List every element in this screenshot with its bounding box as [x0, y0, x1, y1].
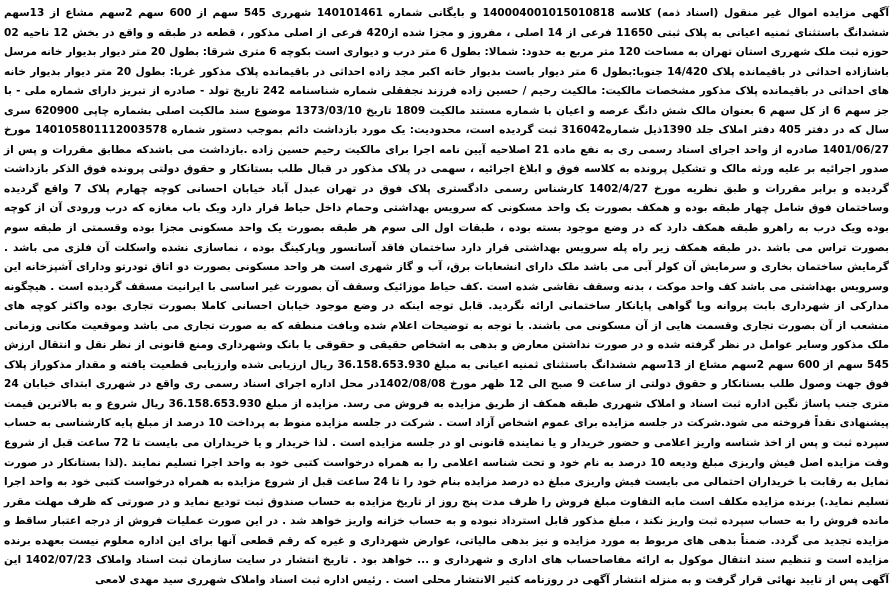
auction-notice-text: آگهی مزایده اموال غیر منقول (اسناد ذمه) کلاسه 140004001015010818 و بایگانی شماره 140101461 شهرری 545 سهم از 600 سهم 2سهم مشاع از 13سهم ششدانگ باستثنای ثمنیه اعیانی به پلاک ثبتی 11650 فرعی از 14 اصلی ، مفروز و مجزا شده از420 فرعی از اصلی مذکور ، قطعه در طبقه و واقع در بخش 12 ناحیه 02 حوزه ثبت ملک شهرری استان تهران به مساحت 120 متر مربع به حدود: شمالا: بطول 6 متر درب و دیواری است بکوچه 6 متری شرقا: بطول 20 متر دیوار بدیوار خانه مرسل باشازاده احداثی در باقیمانده پلاک 14/420 جنوبا:بطول 6 متر دیوار باست بدیوار خانه اکبر مجد زاده احداثی در باقیمانده پلاک مذکور غربا: بطول 20 متر دیوار بدیوار خانه های احداثی در باقیمانده پلاک مذکور مشخصات مالکیت: مالکیت رحیم / حسین زاده فرزند نجفقلی شماره شناسنامه 242 تاریخ تولد - صادره از تبریز دارای شماره ملی - با جز سهم 6 از کل سهم 6 بعنوان مالک شش دانگ عرصه و اعیان با شماره مستند مالکیت 1809 تاریخ 1373/03/10 موضوع سند مالکیت اصلی بشماره چاپی 620900 سری سال که در دفتر 405 دفتر املاک جلد 1390ذیل شماره316042 ثبت گردیده است، محدودیت: یک مورد بازداشت دائم بموجب دستور شماره 140105801112003578 مورخ 1401/06/27 صادره از واحد اجرای اسناد رسمی ری به نفع ماده 21 اصلاحیه آیین نامه اجرا برای مالکیت رحیم حسین زاده .بازداشت می باشدکه مطابق مقررات و پس از صدور اجرائیه بر علیه ورثه مالک و تشکیل پرونده به کلاسه فوق و ابلاغ اجرائیه ، سهمی در پلاک مذکور در قبال طلب بستانکار و حقوق دولتی پرونده فوق الذکر بازداشت گردیده و برابر مقررات و طبق نظریه مورخ 1402/4/27 کارشناس رسمی دادگستری پلاک فوق در تهران عبدل آباد خیابان احسانی کوچه چهارم پلاک 7 واقع گردیده وساختمان فوق شامل چهار طبقه بوده و همکف بصورت یک واحد مسکونی که سرویس بهداشتی وحمام داخل حیاط قرار دارد ویک باب مغازه که درب ورودی آن از کوچه بوده ویک درب به راهرو طبقه همکف دارد که در وضع موجود بسته بوده ، طبقات اول الی سوم هر طبقه بصورت یک واحد مسکونی مجزا بوده وقسمتی از طبقه سوم بصورت تراس می باشد .در طبقه همکف زیر راه پله سرویس بهداشتی قرار دارد ساختمان فاقد آسانسور وپارکینگ بوده ، نماسازی نشده واسکلت آن فلزی می باشد . گرمایش ساختمان بخاری و سرمایش آن کولر آبی می باشد ملک دارای انشعابات برق، آب و گاز شهری است هر واحد مسکونی بصورت دو اتاق تودرتو ودارای آشپزخانه این وسرویس بهداشتی می باشد کف واحد موکت ، بدنه وسقف نقاشی شده است .کف حیاط موزائیک وسقف آن بصورت غیر اساسی با ایرانیت مسقف گردیده است . هیچگونه مدارکی از شهرداری بابت پروانه ویا گواهی پایانکار ساختمانی ارائه نگردید. قابل توجه اینکه در وضع موجود خیابان احسانی کاملا بصورت تجاری بوده واکثر کوچه های منشعب از آن بصورت تجاری وقسمت هایی از آن مسکونی می باشند. با توجه به توضیحات اعلام شده وبافت منطقه که به صورت تجاری می باشد وموقعیت مکانی وزمانی ملک مذکور وسایر عوامل در نظر گرفته شده و در صورت نداشتن معارض و بدهی به اشخاص حقیقی و حقوقی یا بانک وشهرداری ومنع قانونی از نظر نقل و انتقال ارزش 545 سهم از 600 سهم 2سهم مشاع از 13سهم ششدانگ باستثنای ثمنیه اعیانی به مبلغ 36.158.653.930 ریال ارزیابی شده وارزیابی قطعیت یافته و مقدار مذکوراز پلاک فوق جهت وصول طلب بستانکار و حقوق دولتی از ساعت 9 صبح الی 12 ظهر مورخ 1402/08/08در محل اداره اجرای اسناد رسمی ری واقع در شهرری ابتدای خیابان 24 متری جنب پاساژ نگین اداره ثبت اسناد و املاک شهرری طبقه همکف از طریق مزایده به فروش می رسد. مزایده از مبلغ 36.158.653.930 ریال شروع و به بالاترین قیمت پیشنهادی نقداً فروخته می شود.شرکت در جلسه مزایده برای عموم اشخاص آزاد است . شرکت در جلسه مزایده منوط به پرداخت 10 درصد از مبلغ پایه کارشناسی به حساب سپرده ثبت و پس از اخذ شناسه واریز اعلامی و حضور خریدار و یا نماینده قانونی او در جلسه مزایده است . لذا خریدار و یا خریداران می بایست تا 72 ساعت قبل از شروع وقت مزایده اصل فیش واریزی مبلغ ودیعه 10 درصد به نام خود و تحت شناسه اعلامی را به همراه درخواست کتبی خود به واحد اجرا تسلیم نمایند .(لذا بستانکار در صورت تمایل به رقابت با خریداران احتمالی می بایست فیش واریزی مبلغ ده درصد مزایده بنام خود را تا 24 ساعت قبل از شروع مزایده به همراه درخواست کتبی خود به واحد اجرا تسلیم نماید.) برنده مزایده مکلف است مابه التفاوت مبلغ فروش را ظرف مدت پنج روز از تاریخ مزایده به حساب صندوق ثبت تودیع نماید و در صورتی که ظرف مهلت مقرر مانده فروش را به حساب سپرده ثبت واریز نکند ، مبلغ مذکور قابل استرداد نبوده و به حساب خزانه واریز خواهد شد . در این صورت عملیات فروش از درجه اعتبار ساقط و مزایده تجدید می گردد. ضمناً بدهی های مربوط به مورد مزایده و نیز بدهی مالیاتی، عوارض شهرداری و غیره که رقم قطعی آنها برای این اداره معلوم نیست بعهده برنده مزایده است و تنظیم سند انتقال موکول به ارائه مفاصاحساب های اداری و شهرداری و ... خواهد بود . تاریخ انتشار در سایت سازمان ثبت اسناد واملاک 1402/07/23 این آگهی پس از تایید نهائی قرار گرفت و به منزله انتشار آگهی در روزنامه کثیر الانتشار محلی است . رئیس اداره ثبت اسناد واملاک شهرری سید مهدی لامعی	[4, 7, 890, 586]
